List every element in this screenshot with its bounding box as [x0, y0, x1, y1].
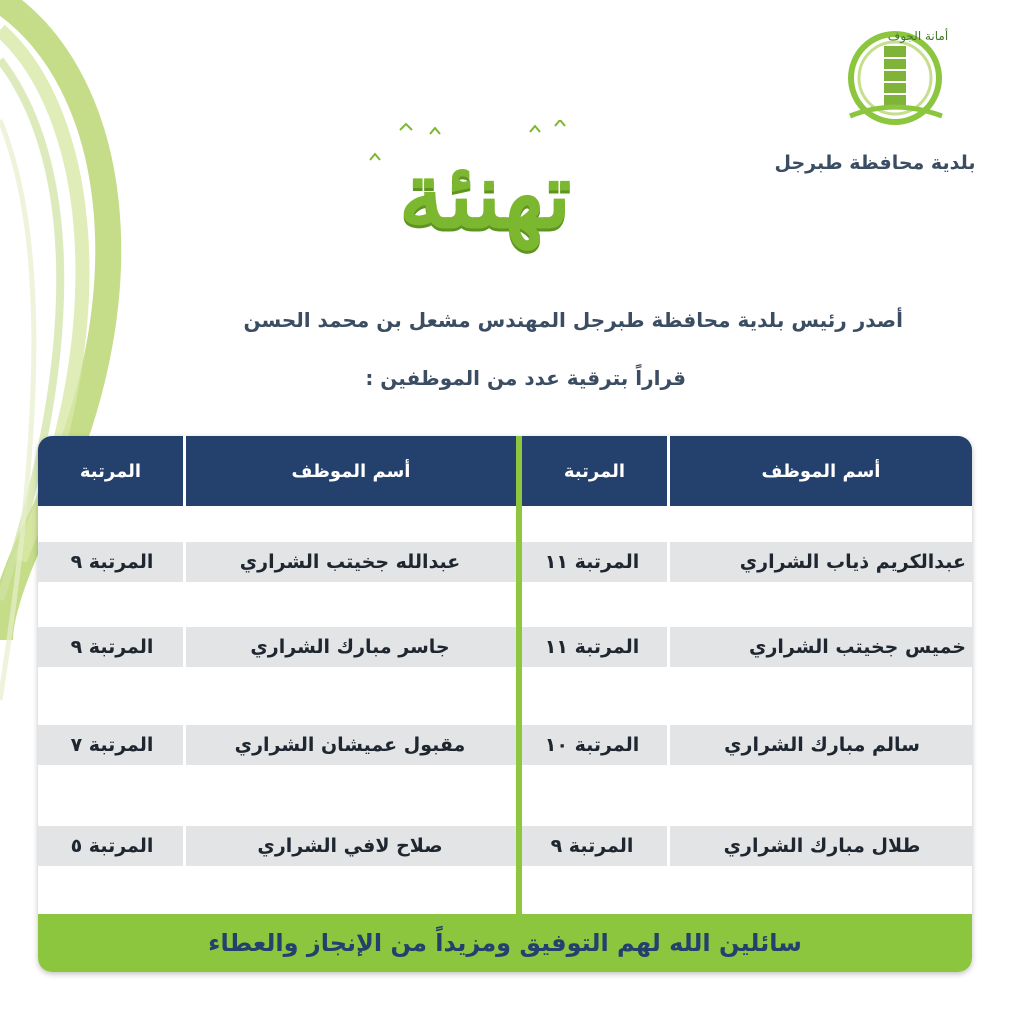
header-name-left: أسم الموظف [186, 436, 516, 506]
employee-name: سالم مبارك الشراري [724, 734, 920, 756]
employee-rank: المرتبة ٩ [70, 636, 154, 658]
column-divider [183, 436, 186, 916]
employee-name: جاسر مبارك الشراري [250, 636, 450, 658]
header-rank-left: المرتبة [38, 436, 183, 506]
employee-rank: المرتبة ٩ [550, 835, 634, 857]
employee-name: مقبول عميشان الشراري [234, 734, 466, 756]
employee-rank: المرتبة ١٠ [544, 734, 640, 756]
employee-name: عبدالله جخيتب الشراري [239, 551, 461, 573]
promotion-table [38, 436, 972, 972]
employee-name: عبدالكريم ذياب الشراري [739, 551, 966, 573]
employee-rank: المرتبة ٧ [70, 734, 154, 756]
header-rank-right: المرتبة [522, 436, 667, 506]
intro-line-1: أصدر رئيس بلدية محافظة طبرجل المهندس مشعل بن محمد الحسن [243, 308, 903, 332]
municipality-logo [830, 18, 960, 128]
logo-text: أمانة الجوف [887, 29, 949, 43]
employee-name: صلاح لافي الشراري [257, 835, 443, 857]
greeting-title: تهنئة [398, 141, 572, 249]
closing-wish: سائلين الله لهم التوفيق ومزيداً من الإنجاز والعطاء [38, 914, 972, 972]
greeting-ornaments [330, 120, 640, 270]
header-name-right: أسم الموظف [670, 436, 972, 506]
employee-rank: المرتبة ١١ [544, 636, 640, 658]
org-name: بلدية محافظة طبرجل [774, 152, 976, 174]
employee-name: خميس جخيتب الشراري [749, 636, 966, 658]
employee-rank: المرتبة ٥ [70, 835, 154, 857]
column-divider [667, 436, 670, 916]
employee-rank: المرتبة ٩ [70, 551, 154, 573]
intro-line-2: قراراً بترقية عدد من الموظفين : [365, 366, 686, 390]
employee-rank: المرتبة ١١ [544, 551, 640, 573]
employee-name: طلال مبارك الشراري [723, 835, 921, 857]
